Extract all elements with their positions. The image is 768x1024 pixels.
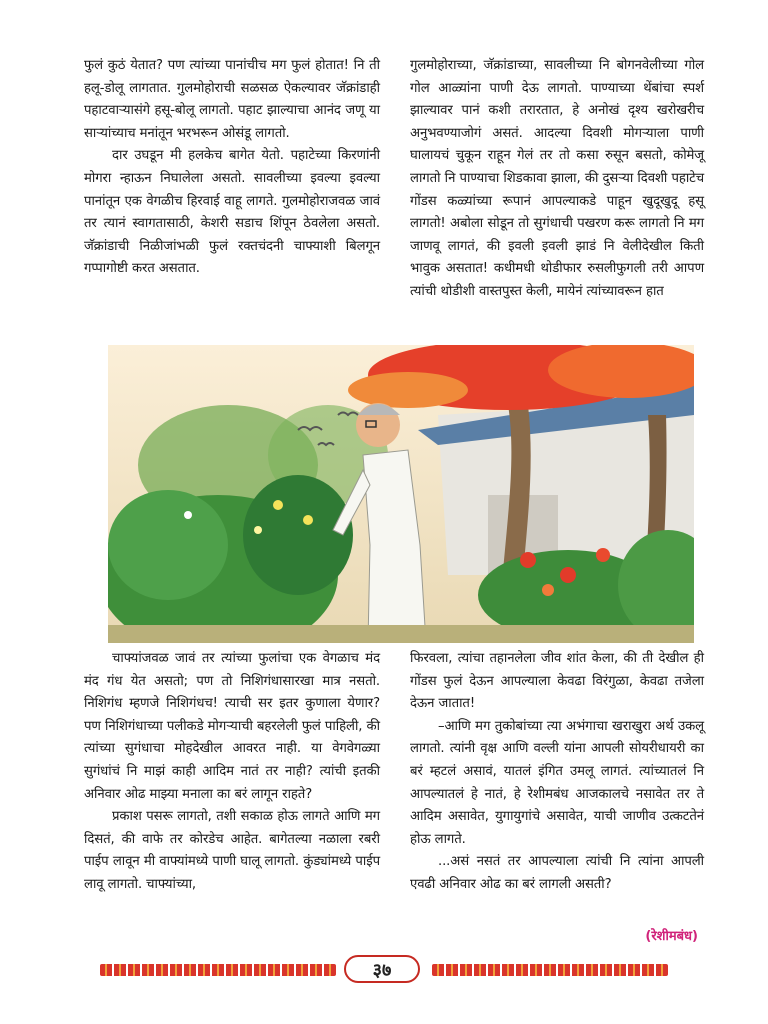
paragraph: गुलमोहोराच्या, जॅक्रांडाच्या, सावलीच्या नि बोगनवेलीच्या गोल गोल आळ्यांना पाणी देऊ लागतो. पाण्याच्या थेंबांचा स्पर्श झाल्यावर पानं कशी तरारतात, हे अनोखं दृश्य खरोखरीच अनुभवण्याजोगं असतं. आदल्या दिवशी मोगऱ्याला पाणी घालायचं चुकून राहून गेलं तर तो कसा रुसून बसतो, कोमेजू लागतो नि पाण्याचा शिडकावा झाला, की दुसऱ्या दिवशी पहाटेच गोंडस कळ्यांच्या रूपानं आपल्याकडे पाहून खुदूखुदू हसू लागतो! अबोला सोडून तो सुगंधाची पखरण करू लागतो नि मग जाणवू लागतं, की इवली इवली झाडं नि वेलीदेखील किती भावुक असतात! कधीमधी थोडीफार रुसलीफुगली तरी आपण त्यांची थोडीशी वास्तपुस्त केली, मायेनं त्यांच्यावरून हात: [410, 58, 704, 299]
hibiscus-flower: [520, 552, 536, 568]
jasmine-bush: [108, 490, 228, 600]
hibiscus-flower: [596, 548, 610, 562]
paragraph: प्रकाश पसरू लागतो, तशी सकाळ होऊ लागते आणि मग दिसतं, की वाफे तर कोरडेच आहेत. बागेतल्या नळाला रबरी पाईप लावून मी वाफ्यांमध्ये पाणी घालू लागतो. कुंड्यांमध्ये पाईप लावू लागतो. चाफ्यांच्या,: [84, 809, 380, 892]
gulmohar-canopy: [348, 372, 468, 408]
decorative-border-icon: [100, 964, 336, 976]
flower: [273, 500, 283, 510]
gardener-illustration-icon: [108, 345, 694, 643]
page-number: ३७: [344, 955, 420, 983]
ground: [108, 625, 694, 643]
jasmine-bush: [243, 475, 353, 595]
decorative-border-icon: [432, 964, 668, 976]
flower: [184, 511, 192, 519]
paragraph: फिरवला, त्यांचा तहानलेला जीव शांत केला, की ती देखील ही गोंडस फुलं देऊन आपल्याला केवढा विरंगुळा, केवढा तजेला देऊन जातात!: [410, 651, 704, 712]
paragraph: चाफ्यांजवळ जावं तर त्यांच्या फुलांचा एक वेगळाच मंद मंद गंध येत असतो; पण तो निशिगंधासारखा मात्र नसतो. निशिगंध म्हणजे निशिगंधच! त्याची सर इतर कुणाला येणार? पण निशिगंधाच्या पलीकडे मोगऱ्याची बहरलेली फुलं पाहिली, की त्यांच्या सुगंधाचा मोहदेखील आवरत नाही. या वेगवेगळ्या सुगंधांचं नि माझं काही आदिम नातं तर नाही? त्यांची इतकी अनिवार ओढ माझ्या मनाला का बरं लागून राहते?: [84, 651, 380, 802]
hibiscus-flower: [542, 584, 554, 596]
paragraph: फुलं कुठं येतात? पण त्यांच्या पानांचीच मग फुलं होतात! नि ती हलू-डोलू लागतात. गुलमोहोराची सळसळ ऐकल्यावर जॅक्रांडाही पहाटवाऱ्यासंगे हसू-बोलू लागतो. पहाट झाल्याचा आनंद जणू या साऱ्यांच्याच मनांतून भरभरून ओसंडू लागतो.: [84, 58, 380, 141]
text-column-bottom-right: [410, 648, 704, 897]
text-column-bottom-left: [84, 648, 380, 897]
flower: [303, 515, 313, 525]
source-title: (रेशीमबंध): [645, 929, 698, 944]
paragraph: ...असं नसतं तर आपल्याला त्यांची नि त्यांना आपली एवढी अनिवार ओढ का बरं लागली असती?: [410, 854, 704, 892]
flower: [254, 526, 262, 534]
text-column-top-left: [84, 55, 380, 281]
page-footer: [100, 955, 668, 985]
paragraph: –आणि मग तुकोबांच्या त्या अभंगाचा खराखुरा अर्थ उकलू लागतो. त्यांनी वृक्ष आणि वल्ली यांना आपली सोयरीधायरी का बरं म्हटलं असावं, यातलं इंगित उमलू लागतं. त्यांच्यातलं नि आपल्यातलं हे नातं, हे रेशीमबंध आजकालचे नसावेत तर ते आदिम असावेत, युगायुगांचे असावेत, याची जाणीव उत्कटतेनं होऊ लागते.: [410, 718, 704, 847]
paragraph: दार उघडून मी हलकेच बागेत येतो. पहाटेच्या किरणांनी मोगरा न्हाऊन निघालेला असतो. सावलीच्या इवल्या इवल्या पानांतून एक वेगळीच हिरवाई वाहू लागते. गुलमोहोराजवळ जावं तर त्यानं स्वागतासाठी, केशरी सडाच शिंपून ठेवलेला असतो. जॅक्रांडाची निळीजांभळी फुलं रक्तचंदनी चाफ्याशी बिलगून गप्पागोष्टी करत असतात.: [84, 148, 380, 277]
text-column-top-right: [410, 55, 704, 304]
hibiscus-flower: [560, 567, 576, 583]
